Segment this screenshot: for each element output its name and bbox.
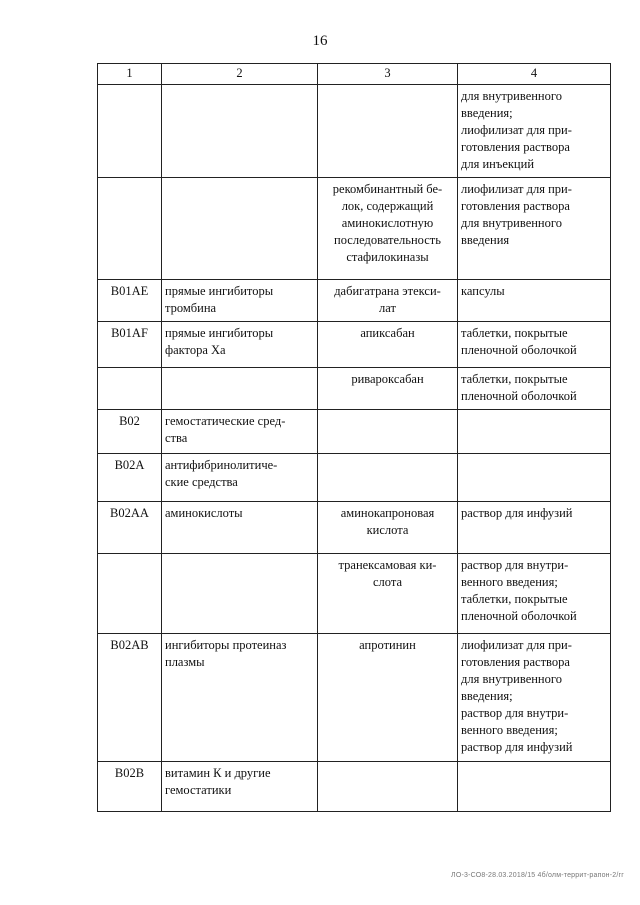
dosage-form-cell [458,322,611,368]
dosage-form-cell [458,410,611,454]
dosage-form-line: раствор для инфузий [461,506,573,520]
dosage-form-cell [458,762,611,812]
group-name-cell [162,410,318,454]
table-row [98,322,611,368]
dosage-form-cell [458,368,611,410]
table-row [98,178,611,280]
dosage-form-line: введения [461,233,510,247]
group-name-cell [162,280,318,322]
inn-cell [318,554,458,634]
inn-cell [318,762,458,812]
inn-cell [318,178,458,280]
dosage-form-line: для инъекций [461,157,535,171]
inn-line: стафилокиназы [346,250,429,264]
inn-line: транексамовая ки- [338,558,437,572]
group-name-line: гемостатики [165,783,232,797]
group-name-line: прямые ингибиторы [165,284,274,298]
dosage-form-line: лиофилизат для при- [461,638,572,652]
group-name-cell [162,178,318,280]
table-row [98,368,611,410]
inn-line: апиксабан [360,326,415,340]
column-header: 4 [458,64,611,85]
atc-code-cell: B02AA [98,502,162,554]
dosage-form-line: капсулы [461,284,505,298]
column-header: 2 [162,64,318,85]
atc-code-cell [98,554,162,634]
group-name-cell [162,634,318,762]
inn-cell [318,322,458,368]
dosage-form-line: таблетки, покрытые [461,372,568,386]
dosage-form-cell [458,280,611,322]
group-name-line: фактора Ха [165,343,226,357]
dosage-form-line: готовления раствора [461,140,570,154]
group-name-line: аминокислоты [165,506,243,520]
atc-code-cell [98,85,162,178]
group-name-line: гемостатические сред- [165,414,286,428]
dosage-form-line: раствор для инфузий [461,740,573,754]
dosage-form-cell [458,634,611,762]
dosage-form-line: готовления раствора [461,199,570,213]
group-name-line: плазмы [165,655,205,669]
dosage-form-line: для внутривенного [461,89,562,103]
atc-code-cell [98,178,162,280]
column-header: 1 [98,64,162,85]
dosage-form-line: раствор для внутри- [461,558,569,572]
group-name-cell [162,554,318,634]
group-name-line: антифибринолитиче- [165,458,278,472]
atc-code-cell: B02A [98,454,162,502]
dosage-form-line: лиофилизат для при- [461,182,572,196]
atc-code-cell [98,368,162,410]
column-header: 3 [318,64,458,85]
table-row [98,280,611,322]
group-name-cell [162,454,318,502]
group-name-line: ские средства [165,475,238,489]
table-row [98,85,611,178]
dosage-form-line: венного введения; [461,723,558,737]
inn-cell [318,85,458,178]
atc-code-cell: B02B [98,762,162,812]
atc-code-cell: B02AB [98,634,162,762]
inn-cell [318,368,458,410]
inn-line: аминокислотную [341,216,434,230]
dosage-form-line: раствор для внутри- [461,706,569,720]
group-name-cell [162,85,318,178]
group-name-line: ингибиторы протеиназ [165,638,287,652]
group-name-line: тромбина [165,301,217,315]
dosage-form-cell [458,178,611,280]
dosage-form-cell [458,502,611,554]
dosage-form-line: для внутривенного [461,672,562,686]
inn-cell [318,502,458,554]
group-name-cell [162,502,318,554]
dosage-form-line: для внутривенного [461,216,562,230]
dosage-form-line: введения; [461,106,513,120]
dosage-form-line: готовления раствора [461,655,570,669]
table-row [98,554,611,634]
inn-cell [318,410,458,454]
inn-line: лат [379,301,396,315]
dosage-form-line: таблетки, покрытые [461,326,568,340]
dosage-form-line: лиофилизат для при- [461,123,572,137]
inn-cell [318,634,458,762]
group-name-cell [162,322,318,368]
group-name-line: ства [165,431,188,445]
table-row [98,454,611,502]
group-name-cell [162,762,318,812]
table-row [98,762,611,812]
inn-line: аминокапроновая [340,506,435,520]
inn-line: рекомбинантный бе- [332,182,443,196]
inn-line: апротинин [359,638,416,652]
dosage-form-line: пленочной оболочкой [461,389,577,403]
atc-code-cell: B02 [98,410,162,454]
atc-code-cell: B01AE [98,280,162,322]
dosage-form-line: таблетки, покрытые [461,592,568,606]
dosage-form-line: введения; [461,689,513,703]
dosage-form-line: венного введения; [461,575,558,589]
inn-cell [318,454,458,502]
table-row [98,502,611,554]
dosage-form-line: пленочной оболочкой [461,609,577,623]
inn-line: последовательность [334,233,441,247]
medicine-table [97,63,611,812]
inn-line: ривароксабан [351,372,424,386]
table-header-row [98,64,611,85]
inn-line: кислота [366,523,409,537]
table-row [98,634,611,762]
footer-stamp: ЛО-3-СО8-28.03.2018/15 4б/олм-террит-рапон-2/гг [451,872,624,879]
inn-line: лок, содержащий [341,199,434,213]
group-name-line: витамин К и другие [165,766,271,780]
group-name-line: прямые ингибиторы [165,326,274,340]
dosage-form-cell [458,454,611,502]
table-row [98,410,611,454]
dosage-form-cell [458,85,611,178]
atc-code-cell: B01AF [98,322,162,368]
inn-line: слота [372,575,403,589]
dosage-form-cell [458,554,611,634]
inn-line: дабигатрана этекси- [334,284,441,298]
page-number: 16 [312,33,328,49]
inn-cell [318,280,458,322]
dosage-form-line: пленочной оболочкой [461,343,577,357]
group-name-cell [162,368,318,410]
